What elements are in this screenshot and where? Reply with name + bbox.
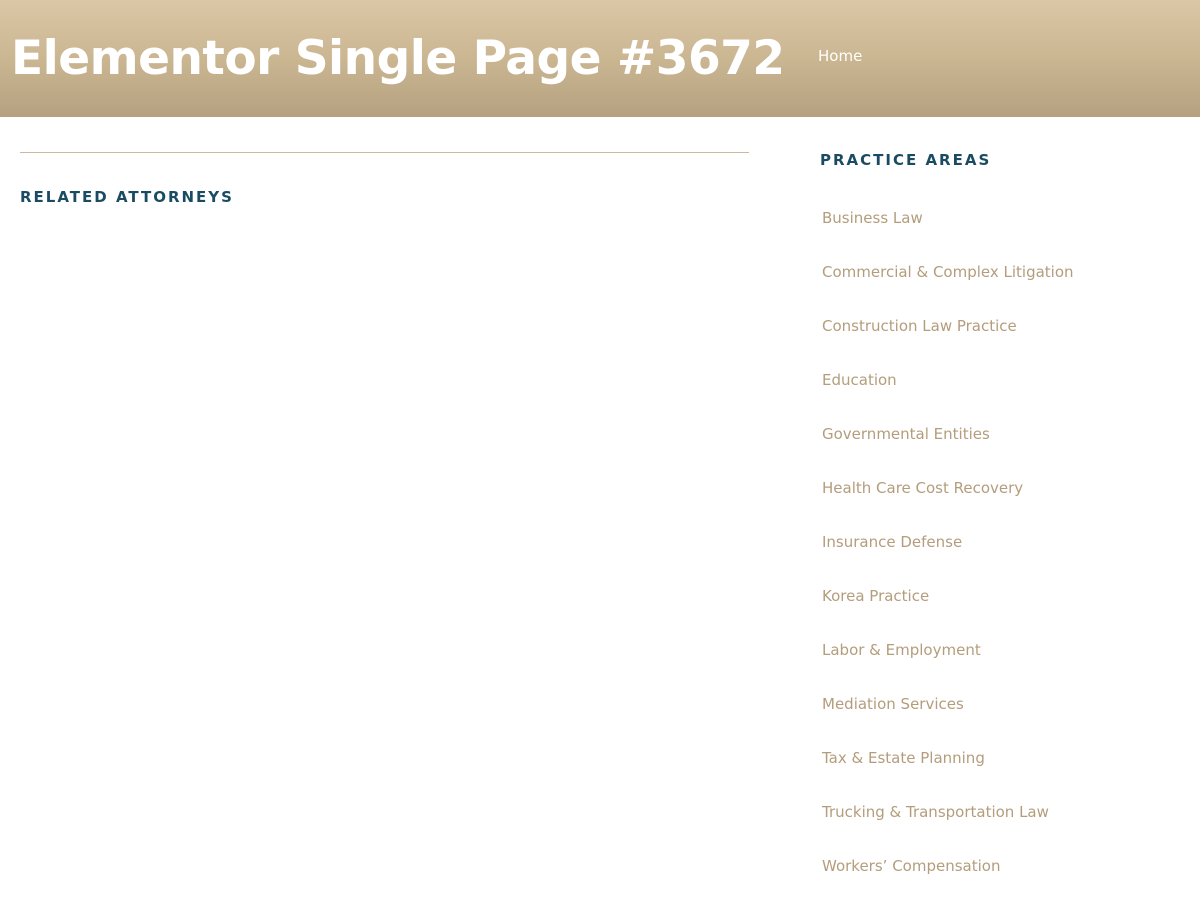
list-item: [822, 694, 1074, 748]
practice-area-link-korea-practice[interactable]: Korea Practice: [822, 587, 930, 605]
list-item: [822, 748, 1074, 802]
practice-area-link-labor-employment[interactable]: Labor & Employment: [822, 641, 981, 659]
practice-areas-heading: PRACTICE AREAS: [820, 151, 992, 169]
site-header: [0, 0, 1200, 117]
list-item: [822, 262, 1074, 316]
related-attorneys-heading: RELATED ATTORNEYS: [20, 188, 234, 206]
list-item: [822, 640, 1074, 694]
practice-area-link-governmental-entities[interactable]: Governmental Entities: [822, 425, 990, 443]
list-item: [822, 802, 1074, 856]
nav-home-link[interactable]: Home: [818, 47, 863, 65]
practice-area-link-education[interactable]: Education: [822, 371, 897, 389]
practice-area-link-commercial-complex-litigation[interactable]: Commercial & Complex Litigation: [822, 263, 1074, 281]
list-item: [822, 424, 1074, 478]
list-item: [822, 532, 1074, 586]
practice-area-link-tax-estate-planning[interactable]: Tax & Estate Planning: [822, 749, 985, 767]
list-item: [822, 208, 1074, 262]
practice-areas-list: [822, 208, 1074, 910]
list-item: [822, 856, 1074, 910]
practice-area-link-construction-law-practice[interactable]: Construction Law Practice: [822, 317, 1017, 335]
practice-area-link-health-care-cost-recovery[interactable]: Health Care Cost Recovery: [822, 479, 1024, 497]
list-item: [822, 316, 1074, 370]
practice-area-link-trucking-transportation-law[interactable]: Trucking & Transportation Law: [822, 803, 1049, 821]
practice-area-link-mediation-services[interactable]: Mediation Services: [822, 695, 964, 713]
practice-area-link-workers-compensation[interactable]: Workers’ Compensation: [822, 857, 1001, 875]
list-item: [822, 586, 1074, 640]
page-title: Elementor Single Page #3672: [11, 31, 785, 86]
list-item: [822, 478, 1074, 532]
practice-area-link-insurance-defense[interactable]: Insurance Defense: [822, 533, 963, 551]
content-divider: [20, 152, 749, 153]
list-item: [822, 370, 1074, 424]
practice-area-link-business-law[interactable]: Business Law: [822, 209, 923, 227]
